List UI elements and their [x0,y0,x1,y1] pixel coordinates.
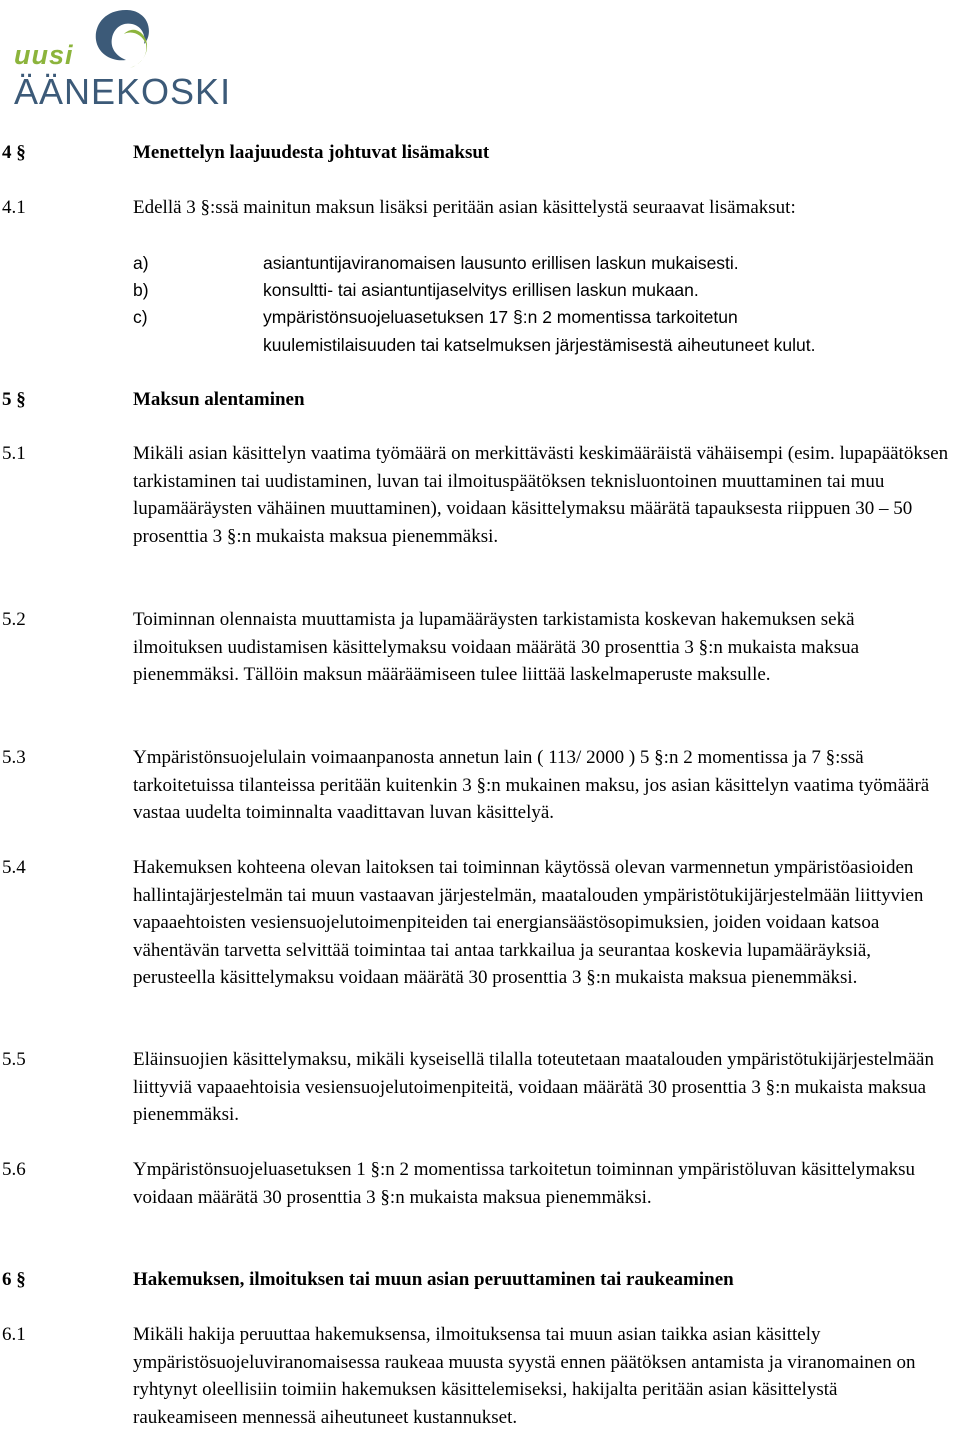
paragraph-number: 5.1 [2,443,26,464]
list-text: asiantuntijaviranomaisen lausunto erillisen laskun mukaisesti. [263,253,739,273]
paragraph-text: Ympäristönsuojelulain voimaanpanosta annetun lain ( 113/ 2000 ) 5 §:n 2 momentissa ja 7 §:ssä tarkoitetuissa tilanteissa peritään kuitenkin 3 §:n mukainen maksu, jos asian käsittelyn vaatima työmäärä vastaa uudelta toiminnalta vaadittavan luvan käsittelyä. [133,747,930,823]
paragraph-number: 5.4 [2,857,26,878]
logo [4,4,254,112]
paragraph-text: Hakemuksen kohteena olevan laitoksen tai toiminnan käytössä olevan varmennetun ympäristöasioiden hallintajärjestelmän tai muun vastaavan järjestelmän, maatalouden ympäristötukijärjestelmään liittyvien vapaaehtoisten vesiensuojelutoimenpiteiden tai energiansäästösopimuksien, joiden voidaan katsoa vähentävän tarvetta selvittää toimintaa tai antaa tarkkailua ja seurantaa koskevia lupamääräyksiä, perusteella käsittelymaksu voidaan määrätä 30 prosenttia 3 §:n mukaista maksua pienemmäksi. [133,857,924,988]
list-text: ympäristönsuojeluasetuksen 17 §:n 2 momentissa tarkoitetun kuulemistilaisuuden tai katselmuksen järjestämisestä aiheutuneet kulut. [263,307,816,355]
logo-name: ÄÄNEKOSKI [14,71,232,112]
logo-small-text: uusi [14,40,74,70]
paragraph-text: Mikäli asian käsittelyn vaatima työmäärä on merkittävästi keskimääräistä vähäisempi (esim. lupapäätöksen tarkistaminen tai uudistaminen, luvan tai ilmoituspäätöksen teknisluontoinen muuttaminen tai muu lupamääräysten vähäinen muuttaminen), voidaan käsittelymaksu määrätä tapauksesta riippuen 30 – 50 prosenttia 3 §:n mukaista maksua pienemmäksi. [133,443,949,547]
logo-swirl-icon [86,4,166,74]
section-title: Menettelyn laajuudesta johtuvat lisämaksut [133,142,490,163]
paragraph-text: Edellä 3 §:ssä mainitun maksun lisäksi peritään asian käsittelystä seuraavat lisämaksut: [133,197,796,218]
paragraph-number: 5.2 [2,609,26,630]
paragraph-number: 4.1 [2,197,26,218]
paragraph-number: 6.1 [2,1324,26,1345]
list-label: b) [133,280,149,300]
section-number: 4 § [2,142,26,163]
section-number: 5 § [2,389,26,410]
section-title: Hakemuksen, ilmoituksen tai muun asian peruuttaminen tai raukeaminen [133,1269,734,1290]
list-text: konsultti- tai asiantuntijaselvitys erillisen laskun mukaan. [263,280,699,300]
paragraph-number: 5.5 [2,1049,26,1070]
section-title: Maksun alentaminen [133,389,305,410]
paragraph-number: 5.6 [2,1159,26,1180]
list-label: c) [133,307,148,327]
section-number: 6 § [2,1269,26,1290]
list-label: a) [133,253,149,273]
paragraph-text: Toiminnan olennaista muuttamista ja lupamääräysten tarkistamista koskevan hakemuksen sekä ilmoituksen uudistamisen käsittelymaksu voidaan määrätä 30 prosenttia 3 §:n mukaista maksua pienemmäksi. Tällöin maksun määräämiseen tulee liittää laskelmaperuste maksulle. [133,609,860,685]
paragraph-text: Mikäli hakija peruuttaa hakemuksensa, ilmoituksensa tai muun asian taikka asian käsittely ympäristösuojeluviranomaisessa raukeaa muusta syystä ennen päätöksen antamista ja viranomainen on ryhtynyt oleellisiin toimiin hakemuksen käsittelemiseksi, hakijalta peritään asian käsittelystä raukeamiseen mennessä aiheutuneet kustannukset. [133,1324,916,1428]
paragraph-text: Eläinsuojien käsittelymaksu, mikäli kyseisellä tilalla toteutetaan maatalouden ympäristötukijärjestelmään liittyviä vapaaehtoisia vesiensuojelutoimenpiteitä, voidaan määrätä 30 prosenttia 3 §:n mukaista maksua pienemmäksi. [133,1049,934,1125]
paragraph-number: 5.3 [2,747,26,768]
paragraph-text: Ympäristönsuojeluasetuksen 1 §:n 2 momentissa tarkoitetun toiminnan ympäristöluvan käsittelymaksu voidaan määrätä 30 prosenttia 3 §:n mukaista maksua pienemmäksi. [133,1159,916,1208]
